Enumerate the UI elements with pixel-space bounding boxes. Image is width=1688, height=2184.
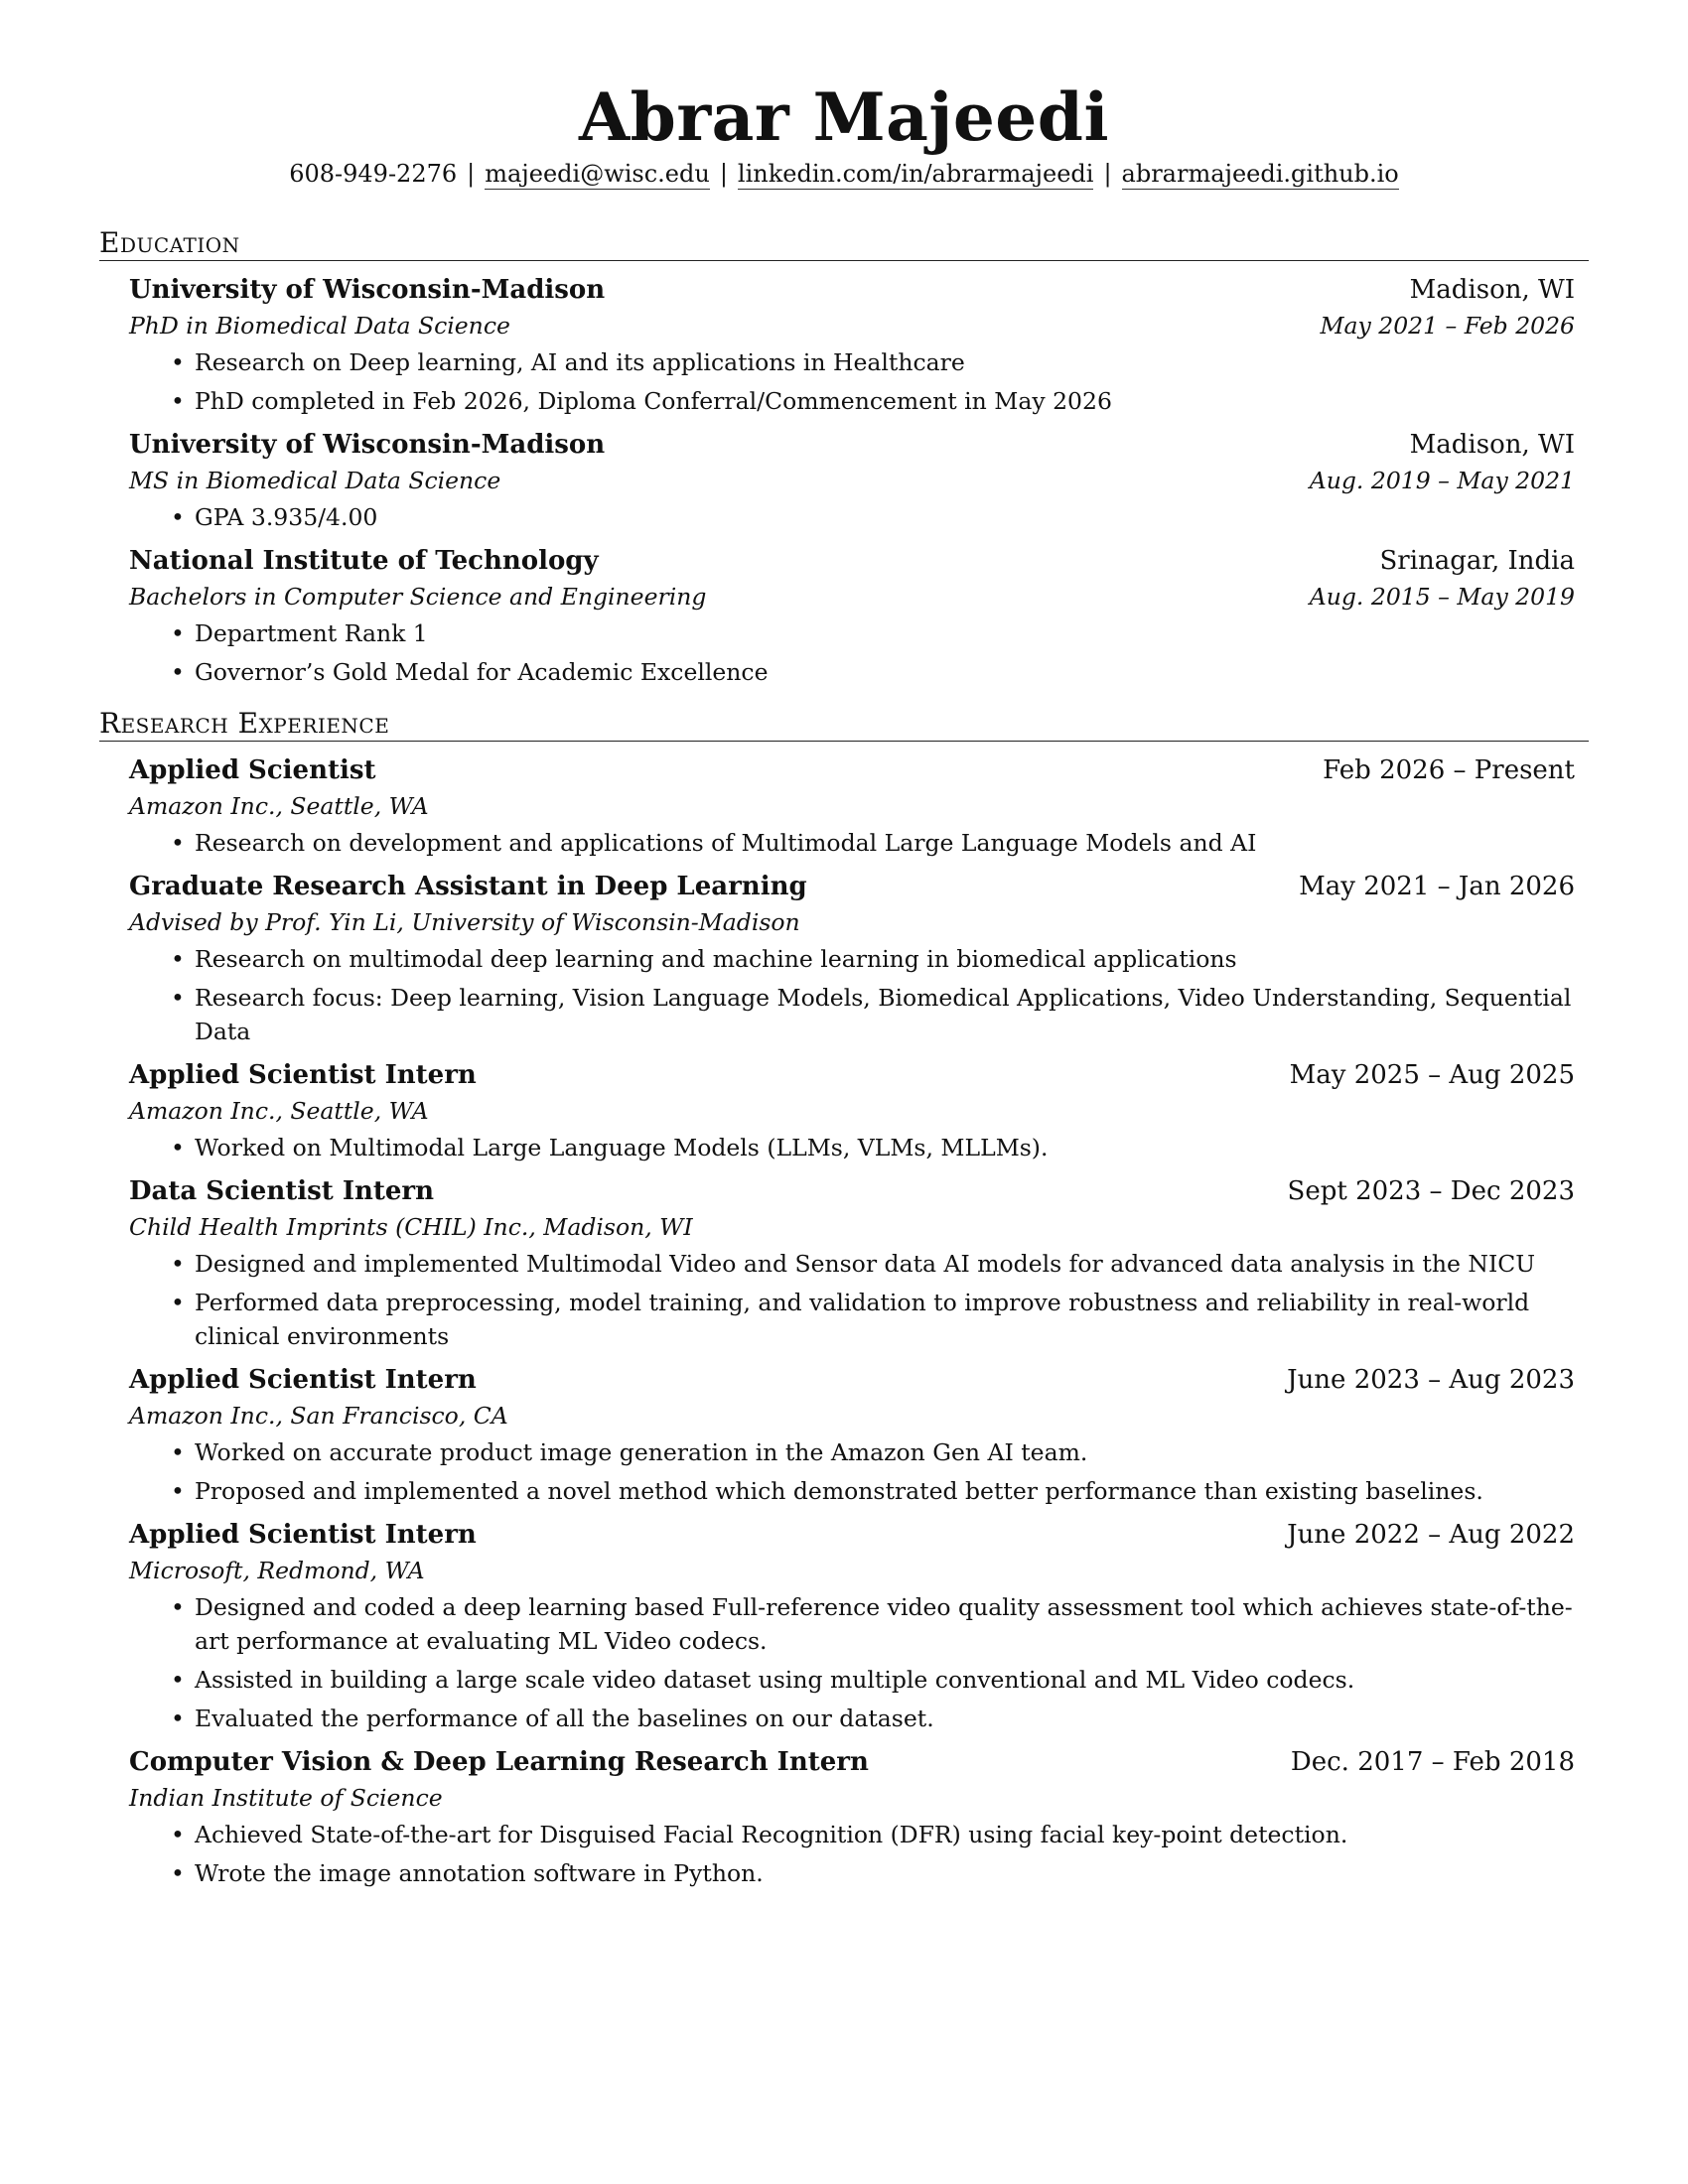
degree-title: PhD in Biomedical Data Science bbox=[129, 312, 510, 340]
organization-name: Indian Institute of Science bbox=[129, 1784, 443, 1812]
date-range: June 2023 – Aug 2023 bbox=[1287, 1365, 1575, 1395]
resume-page bbox=[99, 77, 1589, 1898]
date-range: June 2022 – Aug 2022 bbox=[1287, 1520, 1575, 1550]
bullet-item: • Research on multimodal deep learning and machine learning in biomedical applications bbox=[195, 942, 1575, 976]
bullet-item: • Assisted in building a large scale video dataset using multiple conventional and ML Video codecs. bbox=[195, 1663, 1575, 1697]
organization-name: Child Health Imprints (CHIL) Inc., Madison, WI bbox=[129, 1213, 693, 1241]
entry-header-row bbox=[129, 868, 1575, 905]
bullet-list bbox=[129, 942, 1575, 1048]
separator: | bbox=[467, 160, 476, 188]
resume-name: Abrar Majeedi bbox=[578, 78, 1110, 156]
experience-entries bbox=[99, 751, 1589, 1890]
experience-entry bbox=[99, 1516, 1589, 1735]
section-title-experience: Research Experience bbox=[99, 707, 1589, 742]
bullet-item: • Wrote the image annotation software in Python. bbox=[195, 1856, 1575, 1890]
bullet-item: • Proposed and implemented a novel method which demonstrated better performance than existing baselines. bbox=[195, 1474, 1575, 1508]
entry-header-row bbox=[129, 271, 1575, 309]
date-range: Feb 2026 – Present bbox=[1323, 755, 1575, 785]
education-section bbox=[99, 226, 1589, 689]
bullet-list bbox=[129, 1818, 1575, 1890]
organization-name: Amazon Inc., Seattle, WA bbox=[129, 792, 429, 820]
entry-header-row bbox=[129, 1361, 1575, 1399]
date-range: May 2021 – Feb 2026 bbox=[1320, 312, 1575, 340]
bullet-item: • Designed and coded a deep learning based Full-reference video quality assessment tool which achieves state-of-the-art performance at evaluating ML Video codecs. bbox=[195, 1590, 1575, 1658]
linkedin-link[interactable]: linkedin.com/in/abrarmajeedi bbox=[737, 160, 1094, 188]
role-title: Applied Scientist Intern bbox=[129, 1365, 477, 1395]
institution-name: University of Wisconsin-Madison bbox=[129, 430, 606, 460]
experience-entry bbox=[99, 751, 1589, 860]
experience-entry bbox=[99, 868, 1589, 1048]
education-entry bbox=[99, 271, 1589, 418]
institution-name: National Institute of Technology bbox=[129, 546, 599, 576]
bullet-item: • Worked on Multimodal Large Language Models (LLMs, VLMs, MLLMs). bbox=[195, 1131, 1575, 1164]
institution-location: Srinagar, India bbox=[1379, 546, 1575, 576]
separator: | bbox=[1103, 160, 1112, 188]
role-title: Data Scientist Intern bbox=[129, 1176, 435, 1206]
date-range: Sept 2023 – Dec 2023 bbox=[1287, 1176, 1575, 1206]
entry-header-row bbox=[129, 542, 1575, 580]
entry-header-row bbox=[129, 1743, 1575, 1781]
institution-name: University of Wisconsin-Madison bbox=[129, 275, 606, 305]
entry-subheader-row bbox=[129, 580, 1575, 614]
education-entry bbox=[99, 542, 1589, 689]
role-title: Graduate Research Assistant in Deep Learning bbox=[129, 872, 807, 901]
organization-name: Advised by Prof. Yin Li, University of Wisconsin-Madison bbox=[129, 908, 800, 936]
experience-entry bbox=[99, 1743, 1589, 1890]
bullet-item: • Designed and implemented Multimodal Video and Sensor data AI models for advanced data analysis in the NICU bbox=[195, 1247, 1575, 1281]
role-title: Computer Vision & Deep Learning Research Intern bbox=[129, 1747, 869, 1777]
email-link[interactable]: majeedi@wisc.edu bbox=[485, 160, 710, 188]
entry-header-row bbox=[129, 1056, 1575, 1094]
date-range: Aug. 2019 – May 2021 bbox=[1309, 467, 1575, 494]
experience-section bbox=[99, 707, 1589, 1890]
bullet-item: • Governor’s Gold Medal for Academic Excellence bbox=[195, 655, 1575, 689]
phone-number: 608-949-2276 bbox=[289, 160, 458, 188]
entry-subheader-row bbox=[129, 464, 1575, 498]
section-title-education: Education bbox=[99, 226, 1589, 261]
bullet-item: • Evaluated the performance of all the baselines on our dataset. bbox=[195, 1702, 1575, 1735]
bullet-list bbox=[129, 1247, 1575, 1353]
date-range: May 2021 – Jan 2026 bbox=[1299, 872, 1575, 901]
bullet-item: • GPA 3.935/4.00 bbox=[195, 500, 1575, 534]
bullet-item: • Research on Deep learning, AI and its applications in Healthcare bbox=[195, 345, 1575, 379]
bullet-list bbox=[129, 500, 1575, 534]
entry-subheader-row bbox=[129, 1094, 1575, 1129]
bullet-item: • Worked on accurate product image generation in the Amazon Gen AI team. bbox=[195, 1435, 1575, 1469]
degree-title: MS in Biomedical Data Science bbox=[129, 467, 501, 494]
bullet-item: • PhD completed in Feb 2026, Diploma Conferral/Commencement in May 2026 bbox=[195, 384, 1575, 418]
contact-line bbox=[99, 157, 1589, 191]
entry-header-row bbox=[129, 751, 1575, 789]
organization-name: Microsoft, Redmond, WA bbox=[129, 1557, 425, 1584]
entry-subheader-row bbox=[129, 1399, 1575, 1433]
entry-header-row bbox=[129, 1516, 1575, 1554]
bullet-list bbox=[129, 826, 1575, 860]
bullet-item: • Department Rank 1 bbox=[195, 616, 1575, 650]
organization-name: Amazon Inc., Seattle, WA bbox=[129, 1097, 429, 1125]
bullet-item: • Achieved State-of-the-art for Disguised Facial Recognition (DFR) using facial key-point detection. bbox=[195, 1818, 1575, 1851]
institution-location: Madison, WI bbox=[1409, 430, 1575, 460]
bullet-item: • Research focus: Deep learning, Vision Language Models, Biomedical Applications, Video Understanding, Sequential Data bbox=[195, 981, 1575, 1048]
entry-subheader-row bbox=[129, 1781, 1575, 1816]
experience-entry bbox=[99, 1361, 1589, 1508]
bullet-item: • Performed data preprocessing, model training, and validation to improve robustness and reliability in real-world clinical environments bbox=[195, 1286, 1575, 1353]
separator: | bbox=[719, 160, 728, 188]
entry-subheader-row bbox=[129, 1554, 1575, 1588]
date-range: Dec. 2017 – Feb 2018 bbox=[1290, 1747, 1575, 1777]
bullet-list bbox=[129, 616, 1575, 689]
organization-name: Amazon Inc., San Francisco, CA bbox=[129, 1402, 508, 1430]
date-range: Aug. 2015 – May 2019 bbox=[1309, 583, 1575, 611]
bullet-list bbox=[129, 1131, 1575, 1164]
website-link[interactable]: abrarmajeedi.github.io bbox=[1121, 160, 1399, 188]
bullet-list bbox=[129, 1590, 1575, 1735]
role-title: Applied Scientist bbox=[129, 755, 376, 785]
role-title: Applied Scientist Intern bbox=[129, 1520, 477, 1550]
entry-subheader-row bbox=[129, 1210, 1575, 1245]
institution-location: Madison, WI bbox=[1409, 275, 1575, 305]
experience-entry bbox=[99, 1056, 1589, 1164]
education-entries bbox=[99, 271, 1589, 689]
bullet-item: • Research on development and applications of Multimodal Large Language Models and AI bbox=[195, 826, 1575, 860]
date-range: May 2025 – Aug 2025 bbox=[1289, 1060, 1575, 1090]
entry-subheader-row bbox=[129, 309, 1575, 343]
role-title: Applied Scientist Intern bbox=[129, 1060, 477, 1090]
entry-subheader-row bbox=[129, 905, 1575, 940]
bullet-list bbox=[129, 345, 1575, 418]
entry-subheader-row bbox=[129, 789, 1575, 824]
experience-entry bbox=[99, 1172, 1589, 1353]
entry-header-row bbox=[129, 1172, 1575, 1210]
entry-header-row bbox=[129, 426, 1575, 464]
education-entry bbox=[99, 426, 1589, 534]
degree-title: Bachelors in Computer Science and Engineering bbox=[129, 583, 707, 611]
bullet-list bbox=[129, 1435, 1575, 1508]
